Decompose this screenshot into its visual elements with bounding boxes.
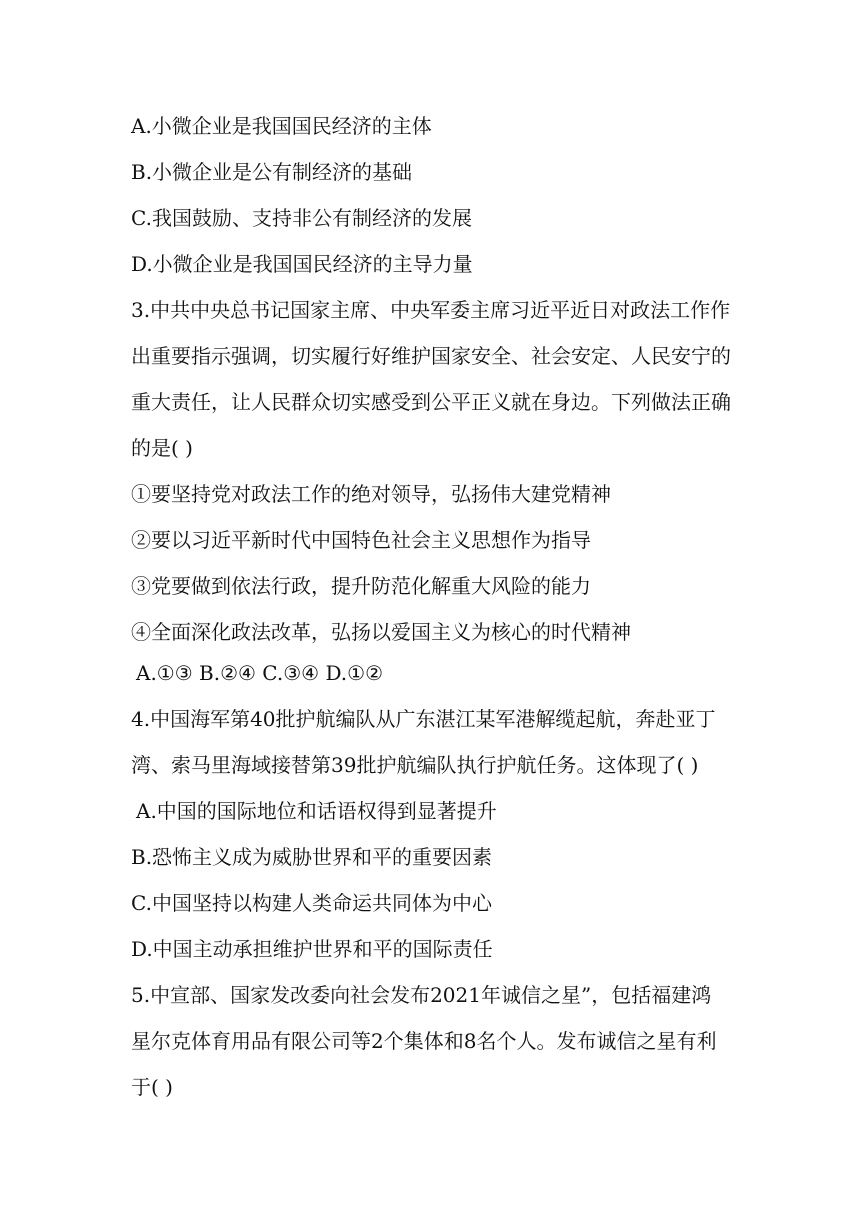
question-4-line-2: 湾、索马里海域接替第39批护航编队执行护航任务。这体现了( ) <box>131 753 699 777</box>
statement-1: ①要坚持党对政法工作的绝对领导，弘扬伟大建党精神 <box>131 482 611 506</box>
option-d-q2: D.小微企业是我国国民经济的主导力量 <box>131 252 473 276</box>
option-d-q4: D.中国主动承担维护世界和平的国际责任 <box>131 937 493 961</box>
option-c-q2: C.我国鼓励、支持非公有制经济的发展 <box>131 206 472 230</box>
option-a-q2: A.小微企业是我国国民经济的主体 <box>131 114 432 138</box>
option-c-q4: C.中国坚持以构建人类命运共同体为中心 <box>131 891 492 915</box>
statement-4: ④全面深化政法改革，弘扬以爱国主义为核心的时代精神 <box>131 620 631 644</box>
question-3-line-3: 重大责任，让人民群众切实感受到公平正义就在身边。下列做法正确 <box>131 390 731 414</box>
statement-3: ③党要做到依法行政，提升防范化解重大风险的能力 <box>131 574 591 598</box>
question-5-line-2: 星尔克体育用品有限公司等2个集体和8名个人。发布诚信之星有利 <box>131 1029 717 1053</box>
question-5-line-3: 于( ) <box>131 1075 173 1099</box>
question-3-line-1: 3.中共中央总书记国家主席、中央军委主席习近平近日对政法工作作 <box>131 298 731 322</box>
option-a-q4: A.中国的国际地位和话语权得到显著提升 <box>136 799 497 823</box>
option-b-q4: B.恐怖主义成为威胁世界和平的重要因素 <box>131 845 493 869</box>
option-b-q2: B.小微企业是公有制经济的基础 <box>131 160 413 184</box>
question-3-line-2: 出重要指示强调，切实履行好维护国家安全、社会安定、人民安宁的 <box>131 344 731 368</box>
question-5-line-1: 5.中宣部、国家发改委向社会发布2021年诚信之星”，包括福建鸿 <box>131 983 712 1007</box>
answer-options-q3: A.①③ B.②④ C.③④ D.①② <box>136 661 383 685</box>
question-3-line-4: 的是( ) <box>131 436 193 460</box>
question-4-line-1: 4.中国海军第40批护航编队从广东湛江某军港解缆起航，奔赴亚丁 <box>131 707 716 731</box>
statement-2: ②要以习近平新时代中国特色社会主义思想作为指导 <box>131 528 591 552</box>
